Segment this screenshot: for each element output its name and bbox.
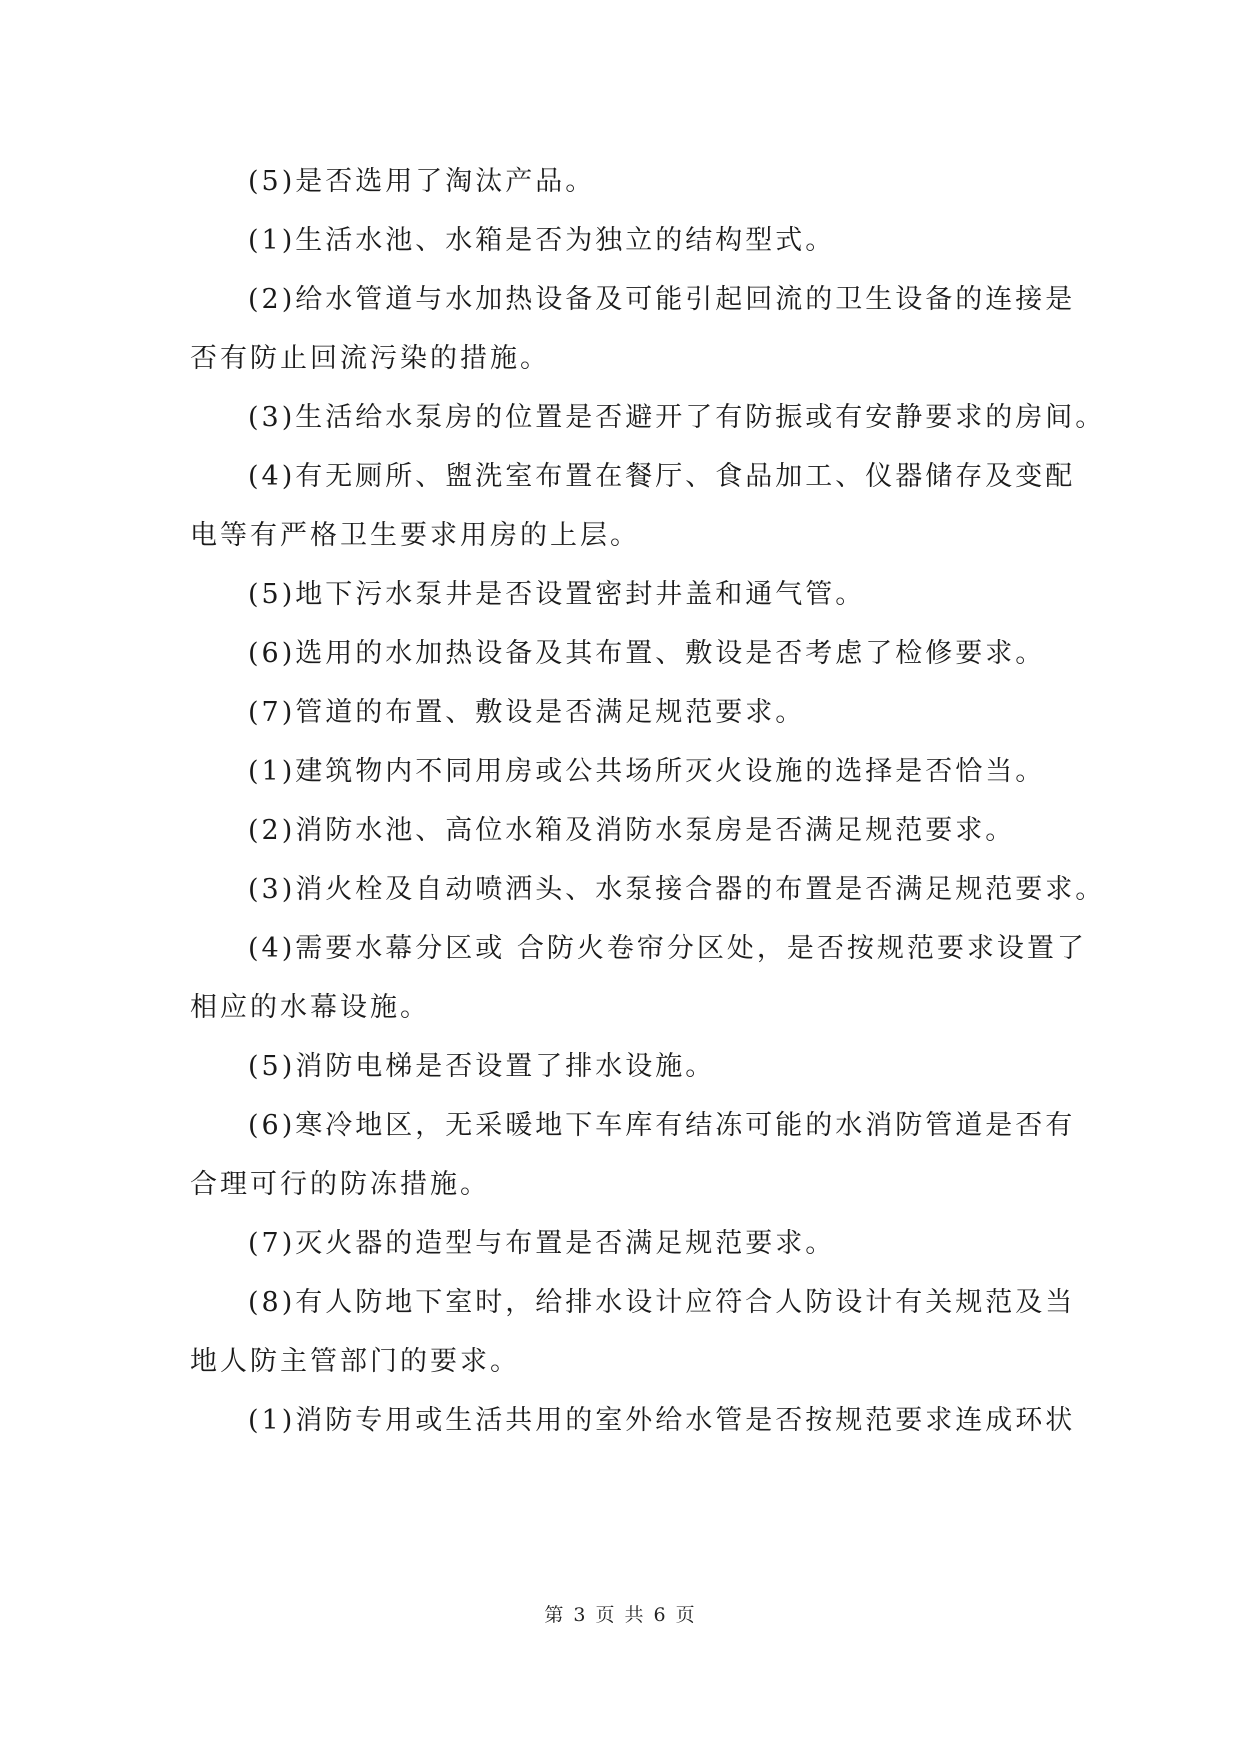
text-line: 合理可行的防冻措施。 xyxy=(190,1169,490,1200)
text-line: (2)给水管道与水加热设备及可能引起回流的卫生设备的连接是 xyxy=(248,284,1076,315)
text-line: (4)需要水幕分区或 合防火卷帘分区处，是否按规范要求设置了 xyxy=(248,933,1087,964)
text-line: (6)寒冷地区，无采暖地下车库有结冻可能的水消防管道是否有 xyxy=(248,1110,1076,1141)
text-line: (6)选用的水加热设备及其布置、敷设是否考虑了检修要求。 xyxy=(248,638,1046,669)
text-line: (1)消防专用或生活共用的室外给水管是否按规范要求连成环状 xyxy=(248,1405,1076,1436)
text-line: (5)消防电梯是否设置了排水设施。 xyxy=(248,1051,716,1082)
text-line: (3)消火栓及自动喷洒头、水泵接合器的布置是否满足规范要求。 xyxy=(248,874,1106,905)
text-line: (4)有无厕所、盥洗室布置在餐厅、食品加工、仪器储存及变配 xyxy=(248,461,1076,492)
text-line: 地人防主管部门的要求。 xyxy=(190,1346,520,1377)
text-line: (5)是否选用了淘汰产品。 xyxy=(248,166,596,197)
text-line: 相应的水幕设施。 xyxy=(190,992,430,1023)
text-line: (5)地下污水泵井是否设置密封井盖和通气管。 xyxy=(248,579,866,610)
text-line: (7)灭火器的造型与布置是否满足规范要求。 xyxy=(248,1228,836,1259)
text-line: (7)管道的布置、敷设是否满足规范要求。 xyxy=(248,697,806,728)
text-line: (1)生活水池、水箱是否为独立的结构型式。 xyxy=(248,225,836,256)
text-line: (1)建筑物内不同用房或公共场所灭火设施的选择是否恰当。 xyxy=(248,756,1046,787)
page-number-footer: 第 3 页 共 6 页 xyxy=(544,1604,697,1626)
text-line: (8)有人防地下室时，给排水设计应符合人防设计有关规范及当 xyxy=(248,1287,1076,1318)
text-line: (3)生活给水泵房的位置是否避开了有防振或有安静要求的房间。 xyxy=(248,402,1106,433)
text-line: 否有防止回流污染的措施。 xyxy=(190,343,550,374)
text-line: (2)消防水池、高位水箱及消防水泵房是否满足规范要求。 xyxy=(248,815,1016,846)
text-line: 电等有严格卫生要求用房的上层。 xyxy=(190,520,640,551)
